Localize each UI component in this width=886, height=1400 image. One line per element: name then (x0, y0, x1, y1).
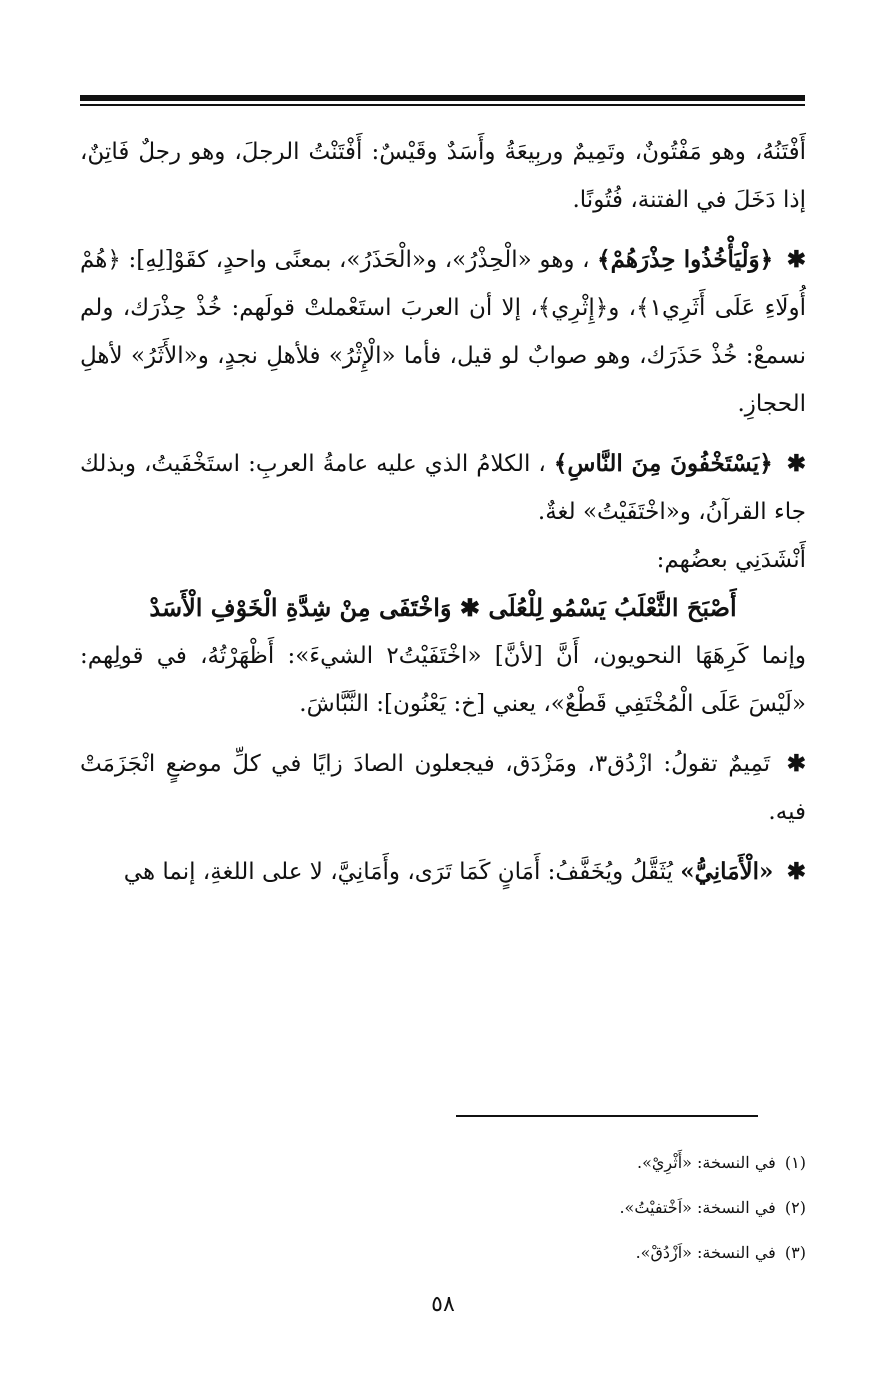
verse-intro: أَنْشَدَنِي بعضُهم: (656, 547, 806, 573)
page-number: ٥٨ (431, 1292, 455, 1317)
entry-star-icon: ✱ (786, 246, 807, 273)
entry-text: يُثَقَّلُ ويُخَفَّفُ: أَمَانٍ كَمَا تَرَى، وأَمَانِيَّ، لا على اللغةِ، إنما هي (123, 859, 673, 885)
footnote-separator (456, 1115, 758, 1117)
entry-quote: ﴿وَلْيَأْخُذُوا حِذْرَهُمْ﴾ (597, 246, 774, 273)
paragraph-1 (80, 128, 806, 224)
entry-quote: «الْأَمَانِيُّ» (680, 858, 774, 885)
after-verse-paragraph: وإنما كَرِهَهَا النحويون، أَنَّ [لأنَّ] «اخْتَفَيْتُ٢ الشيءَ»: أَظْهَرْتُهُ، في قولِهم: «لَيْسَ عَلَى الْمُخْتَفِي قَطْعٌ»، يعني [خ: يَعْنُون]: النَّبَّاشَ. (80, 643, 806, 717)
footnote-text: في النسخة: «اَزْدُقْ». (635, 1243, 776, 1262)
footnote-text: في النسخة: «اَخْتفيْتُ». (619, 1198, 776, 1217)
footnote (400, 1230, 806, 1275)
footnote-number: (١) (784, 1153, 806, 1172)
footnote-text: في النسخة: «أَثْرِيْ». (637, 1153, 776, 1172)
header-rule-thin (80, 104, 805, 106)
footnote (400, 1140, 806, 1185)
footnotes (400, 1140, 806, 1275)
footnote-number: (٣) (784, 1243, 806, 1262)
footnote-number: (٢) (784, 1198, 806, 1217)
footnote (400, 1185, 806, 1230)
main-text (80, 128, 806, 896)
entry-text: تَمِيمٌ تقولُ: ازْدُق٣، ومَزْدَق، فيجعلون الصادَ زايًا في كلِّ موضعٍ انْجَزَمَتْ فيه. (80, 751, 806, 825)
entry-yastakhfun (80, 440, 806, 536)
entry-tamim (80, 740, 806, 836)
entry-text: ، الكلامُ الذي عليه عامةُ العربِ: استَخْفَيتُ، وبذلك جاء القرآنُ، و«اخْتَفَيْتُ» لغةٌ. (80, 451, 806, 525)
entry-star-icon: ✱ (786, 858, 806, 885)
entry-star-icon: ✱ (786, 450, 807, 477)
entry-hidhr (80, 236, 806, 428)
paragraph-1-text: أَفْتَنُهُ، وهو مَفْتُونٌ، وتَمِيمٌ وربِيعَةُ وأَسَدٌ وقَيْسٌ: أَفْتَنْتُ الرجلَ، وهو رجلٌ فَاتِنٌ، إذا دَخَلَ في الفتنة، فُتُونًا. (80, 139, 806, 213)
poetry-verse: أَصْبَحَ الثَّعْلَبُ يَسْمُو لِلْعُلَى ✱ وَاخْتَفَى مِنْ شِدَّةِ الْخَوْفِ الْأَسَدْ (149, 593, 737, 622)
header-rule-thick (80, 95, 805, 101)
entry-amani (80, 848, 806, 896)
entry-text: ، وهو «الْحِذْرُ»، و«الْحَذَرُ»، بمعنًى واحدٍ، كقَوْ[لِهِ]: ﴿هُمْ أُولَاءِ عَلَى أَثَرِي١﴾، و﴿إِثْرِي﴾، إلا أن العربَ استَعْملتْ قولَهم: خُذْ حِذْرَك، ولم نسمعْ: خُذْ حَذَرَك، وهو صوابٌ لو قيل، فأما «الْإِثْرُ» فلأهلِ نجدٍ، و«الأَثَرُ» لأهلِ الحجازِ. (80, 247, 806, 417)
entry-quote: ﴿يَسْتَخْفُونَ مِنَ النَّاسِ﴾ (553, 450, 773, 477)
entry-star-icon: ✱ (786, 750, 807, 777)
